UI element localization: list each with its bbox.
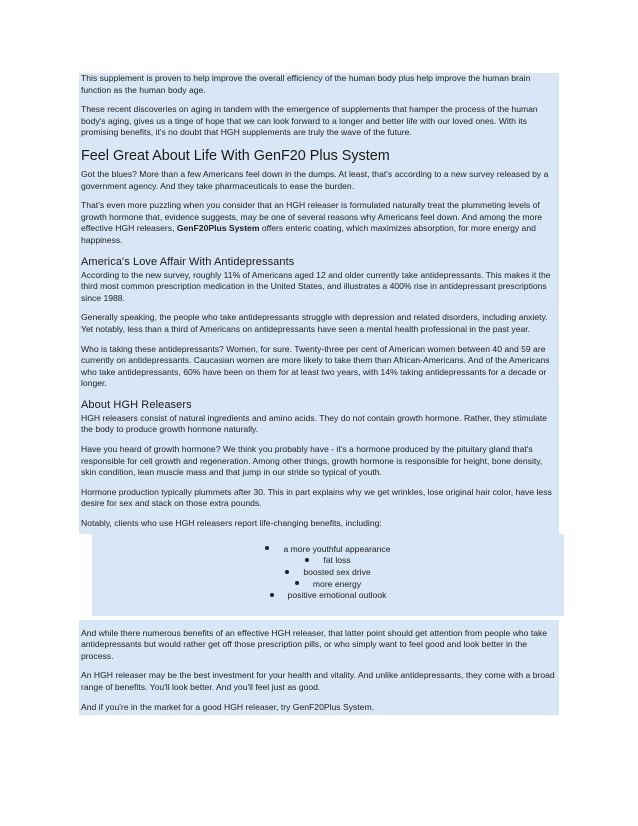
section1-paragraph-2 [79,200,559,246]
closing-paragraph-2: An HGH releaser may be the best investment for your health and vitality. And unlike antidepressants, they come with a broad range of benefits. You'll look better. And you'll feel just as good. [81,670,555,692]
benefits-list [92,534,564,603]
section1-paragraph-2-text-a: That's even more puzzling when you consider that an HGH releaser is formulated naturally treat the plummeting levels of growth hormone that, evidence suggests, may be one of several reasons why Americans feel down. And among the more effective HGH releasers, [81,200,542,234]
benefits-box [92,534,564,616]
bullet-icon [265,546,269,550]
bullet-icon [295,581,299,585]
benefit-text: boosted sex drive [303,567,371,578]
benefit-text: a more youthful appearance [283,543,391,554]
section2-paragraph-3: Who is taking these antidepressants? Women, for sure. Twenty-three per cent of American women between 40 and 59 are currently on antidepressants. Caucasian women are more likely to take them than African-Americans. And of the Americans who take antidepressants, 60% have been on them for at least two years, with 14% taking antidepressants for a decade or longer. [81,343,550,389]
section3-paragraph-3: Hormone production typically plummets after 30. This in part explains why we get wrinkles, lose original hair color, have less desire for sex and stack on those extra pounds. [81,486,552,509]
benefits-container [79,534,559,620]
intro-paragraph-1: This supplement is proven to help improve the overall efficiency of the human body plus help improve the human brain function as the human body age. [81,73,531,95]
benefit-item [92,555,564,567]
section3-paragraph-4: Notably, clients who use HGH releasers report life-changing benefits, including: [81,518,382,529]
benefit-item [92,579,564,591]
section1-paragraph-2-text-b: offers enteric coating, which maximizes absorption, for more energy and happiness. [81,223,536,245]
benefit-text: more energy [312,578,362,589]
benefit-item [92,567,564,579]
document-body [79,73,559,715]
bullet-icon [270,593,274,597]
benefit-item [92,590,564,602]
section3-paragraph-1: HGH releasers consist of natural ingredients and amino acids. They do not contain growth hormone. Rather, they stimulate the body to produce growth hormone naturally. [81,412,548,435]
benefit-text: positive emotional outlook [287,590,387,601]
benefit-text: fat loss [323,555,351,566]
bullet-icon [305,558,309,562]
section1-paragraph-1: Got the blues? More than a few Americans feel down in the dumps. At least, that's according to a new survey released by a government agency. And they take pharmaceuticals to ease the burden. [81,168,549,191]
closing-paragraph-3: And if you're in the market for a good HGH releaser, try GenF20Plus System. [81,701,375,712]
section3-paragraph-2: Have you heard of growth hormone? We think you probably have - it's a hormone produced by the pituitary gland that's responsible for cell growth and regeneration. Among other things, growth hormone is responsible for height, bone density, skin condition, lean muscle mass and that jump in our stride so typical of youth. [81,444,543,478]
section-heading-feel-great: Feel Great About Life With GenF20 Plus System [81,147,390,164]
benefit-item [92,544,564,556]
closing-paragraph-1: And while there numerous benefits of an effective HGH releaser, that latter point should get attention from people who take antidepressants but would rather get off those prescription pills, or who simply want to feel good and look better in the process. [81,627,548,661]
product-name-bold: GenF20Plus System [176,223,260,234]
section-heading-antidepressants: America's Love Affair With Antidepressants [81,255,295,268]
section2-paragraph-1: According to the new survey, roughly 11% of Americans aged 12 and older currently take antidepressants. This makes it the third most common prescription medication in the United States, and illustrates a 400% rise in antidepressant prescriptions since 1988. [81,269,551,303]
section2-paragraph-2: Generally speaking, the people who take antidepressants struggle with depression and related disorders, including anxiety. Yet notably, less than a third of Americans on antidepressants have seen a mental health professional in the past year. [81,312,548,334]
intro-paragraph-2: These recent discoveries on aging in tandem with the emergence of supplements that hamper the process of the human body's aging, gives us a tinge of hope that we can look forward to a longer and better life with our loved ones. With its promising benefits, it's no doubt that HGH supplements are truly the wave of the future. [81,104,538,138]
bullet-icon [285,570,289,574]
section-heading-hgh-releasers: About HGH Releasers [81,398,192,411]
